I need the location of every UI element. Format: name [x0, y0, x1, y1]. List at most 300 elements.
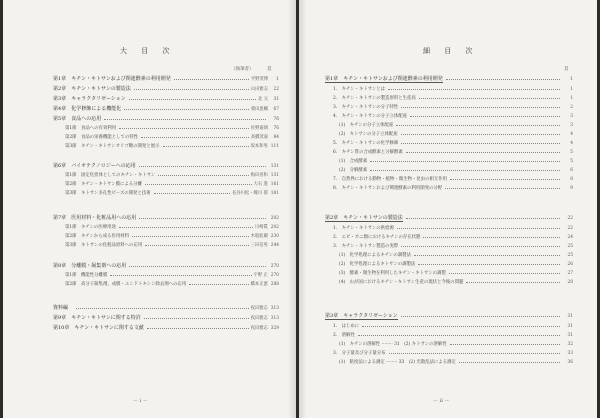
- toc-entry-title: 自然界における動物・植物・微生物・昆虫の相互作用: [341, 177, 447, 182]
- toc-entry-page: 288: [270, 282, 279, 287]
- dot-leader: [401, 246, 560, 247]
- toc-entry: [53, 263, 279, 270]
- toc-entry-label: [53, 96, 126, 102]
- toc-entry-label: [65, 234, 129, 240]
- toc-entry-page: 25: [567, 253, 573, 258]
- dot-leader: [145, 245, 248, 246]
- toc-entry-author: 宇野 正: [253, 273, 268, 278]
- toc-entry-title: 食品の栄養機能としての特性: [80, 135, 139, 140]
- toc-entry-title: キチン・キトサンの製造法: [343, 215, 403, 221]
- toc-entry-number: 1.: [333, 226, 338, 231]
- toc-entry-page: 8: [570, 177, 573, 182]
- toc-entry: [65, 144, 279, 150]
- toc-entry: [53, 163, 279, 170]
- toc-entry: [339, 159, 573, 165]
- toc-entry-page: 2: [570, 105, 573, 110]
- toc-entry-page: 161: [270, 182, 279, 187]
- dot-leader: [145, 184, 252, 185]
- toc-entry: [339, 262, 573, 268]
- toc-entry-label: [333, 235, 420, 241]
- toc-entry: [333, 141, 573, 147]
- toc-entry-number: 第4章: [53, 106, 67, 112]
- dot-leader: [459, 362, 560, 363]
- toc-entry-page: 5: [570, 150, 573, 155]
- toc-entry-page: 31: [567, 314, 573, 319]
- toc-entry: [339, 168, 573, 174]
- toc-entry-author: 三田信男: [250, 243, 268, 248]
- toc-entry-label: [333, 150, 403, 156]
- toc-entry-title: 分解酵素: [349, 168, 368, 173]
- toc-entry-page: 24: [567, 235, 573, 240]
- dot-leader: [419, 98, 560, 99]
- toc-entry: [333, 226, 573, 232]
- toc-entry-number: (3): [339, 271, 346, 276]
- dot-leader: [410, 116, 560, 117]
- toc-entry-page: 32: [567, 342, 573, 347]
- toc-entry-label: [53, 116, 101, 122]
- dot-leader: [370, 161, 560, 162]
- dot-leader: [158, 175, 248, 176]
- toc-entry-page: 1: [276, 77, 279, 82]
- toc-entry-page: 67: [273, 107, 279, 112]
- toc-entry: [53, 315, 279, 322]
- dot-leader: [389, 353, 560, 354]
- toc-entry: [339, 253, 573, 259]
- toc-entry-title: 機能性分離膜: [80, 273, 108, 278]
- toc-entry: [53, 76, 279, 83]
- toc-entry-number: 第1節: [65, 173, 77, 178]
- dot-leader: [174, 79, 249, 80]
- toc-entry-number: 1.: [333, 324, 338, 329]
- toc-entry-page: 1: [570, 87, 573, 92]
- toc-entry-title: 化学修飾による機能化: [71, 106, 122, 112]
- toc-entry-title: キチンから成る医用材料: [80, 234, 130, 239]
- toc-entry-number: (1): [339, 342, 346, 347]
- toc-entry-page: 33: [567, 351, 573, 356]
- toc-entry-author: 橋本正憲: [250, 282, 268, 287]
- toc-entry: [53, 325, 279, 332]
- toc-entry-page: 313: [270, 306, 279, 311]
- dot-leader: [154, 193, 230, 194]
- toc-entry-label: [339, 280, 463, 286]
- dot-leader: [401, 134, 560, 135]
- toc-entry-number: 4.: [333, 114, 338, 119]
- toc-entry-label: [53, 305, 73, 311]
- toc-entry-label: [339, 262, 415, 268]
- toc-entry-number: 第3節: [65, 144, 77, 149]
- toc-entry-page: 76: [273, 126, 279, 131]
- toc-entry-number: 第1章: [53, 76, 67, 82]
- toc-entry-title: 溶解性: [341, 333, 355, 338]
- toc-entry-number: 第5章: [53, 116, 67, 122]
- toc-entry: [339, 342, 573, 348]
- toc-entry-number: 第2節: [65, 282, 77, 287]
- toc-entry-page: 329: [270, 326, 279, 331]
- dot-leader: [466, 282, 560, 283]
- dot-leader: [134, 89, 249, 90]
- toc-entry-page: 230: [270, 234, 279, 239]
- dot-leader: [450, 344, 560, 345]
- toc-entry: [333, 105, 573, 111]
- toc-entry: [325, 76, 573, 83]
- toc-entry-label: [339, 123, 393, 129]
- toc-entry-title: キチン・キトサンおよび関連酵素の利用開発の分野: [341, 186, 443, 191]
- toc-entry: [65, 273, 279, 279]
- dot-leader: [147, 328, 249, 329]
- toc-entry-title: キャラクタリゼーション: [343, 313, 398, 319]
- toc-entry-number: 2.: [333, 96, 338, 101]
- toc-entry: [339, 271, 573, 277]
- toc-entry: [65, 191, 279, 197]
- toc-entry: [53, 305, 279, 312]
- dot-leader: [129, 99, 256, 100]
- toc-entry-title: 固定化担体としてのキチン・キトサン: [80, 173, 156, 178]
- toc-entry-title: わが国におけるキチン・キトサン生産の現状と今後の問題: [349, 280, 464, 285]
- toc-entry-number: 第8章: [53, 263, 67, 269]
- toc-entry-label: [65, 191, 151, 197]
- toc-entry-number: 第1節: [65, 225, 77, 230]
- toc-entry-label: [339, 271, 446, 277]
- toc-entry-page: 313: [270, 316, 279, 321]
- toc-entry-number: 3.: [333, 351, 338, 356]
- dot-leader: [450, 179, 560, 180]
- dot-leader: [362, 326, 560, 327]
- dot-leader: [132, 236, 249, 237]
- toc-entry-number: 5.: [333, 141, 338, 146]
- toc-entry: [53, 116, 279, 123]
- toc-entry-number: 第7章: [53, 215, 67, 221]
- toc-entry-page: 4: [570, 132, 573, 137]
- toc-entry-title: キャラクタリゼーション: [71, 96, 126, 102]
- toc-entry-label: [65, 135, 138, 141]
- dot-leader: [110, 275, 251, 276]
- toc-entry-title: キチン・キトサンの化学修飾: [341, 141, 399, 146]
- dot-leader: [189, 284, 248, 285]
- toc-entry-label: [65, 282, 186, 288]
- toc-entry-number: 第3章: [53, 96, 67, 102]
- toc-entry: [65, 126, 279, 132]
- toc-entry-number: (2): [339, 168, 346, 173]
- toc-entry-page: 22: [567, 226, 573, 231]
- toc-entry-number: 第2章: [53, 86, 67, 92]
- toc-entry-label: [339, 253, 411, 259]
- dot-leader: [124, 109, 249, 110]
- toc-entry-page: 76: [273, 117, 279, 122]
- toc-entry-title: キチン・キトサンの製造法: [71, 86, 131, 92]
- toc-entry-label: [53, 163, 136, 169]
- toc-entry-title: 粘度法による測定 ········ 33 (2) 光散乱法による測定: [349, 360, 456, 365]
- toc-entry: [53, 215, 279, 222]
- toc-entry: [65, 135, 279, 141]
- toc-entry-label: [339, 159, 367, 165]
- toc-entry-title: キトサン多孔性ビーズの開発と技術: [80, 191, 151, 196]
- toc-entry-label: [339, 342, 447, 348]
- dot-leader: [370, 170, 560, 171]
- toc-entry-title: 化学処理によるキトサンの調製法: [349, 262, 416, 267]
- toc-entry-title: キトサンの分子立体配座: [349, 132, 398, 137]
- toc-entry-label: [333, 114, 407, 120]
- toc-entry-title: バイオテクノロジーへの応用: [71, 163, 136, 169]
- toc-entry: [65, 234, 279, 240]
- dot-leader: [119, 128, 249, 129]
- toc-entry-number: 第2節: [65, 234, 77, 239]
- toc-entry-label: [325, 313, 398, 320]
- toc-entry-label: [333, 105, 398, 111]
- toc-entry-title: キチン質の合成酵素と分解酵素: [341, 150, 403, 155]
- toc-entry-page: 31: [273, 97, 279, 102]
- toc-entry-author: 長谷川松・織川 郁: [232, 191, 268, 196]
- toc-entry-title: キチンの分子立体配座: [349, 123, 394, 128]
- toc-entry-title: キチン・キトサンオリゴ糖の開発と展示: [80, 144, 160, 149]
- toc-entry-author: 高橋茂嘉: [250, 135, 268, 140]
- toc-entry-page: 181: [270, 191, 279, 196]
- toc-entry-page: 31: [567, 324, 573, 329]
- toc-entry-label: [53, 263, 126, 269]
- dot-leader: [401, 143, 560, 144]
- toc-entry: [65, 243, 279, 249]
- toc-entry-page: 3: [570, 114, 573, 119]
- dot-leader: [401, 316, 560, 317]
- toc-entry-number: 第10章: [53, 325, 70, 331]
- toc-entry-label: [53, 315, 141, 321]
- toc-entry-page: 4: [570, 141, 573, 146]
- toc-entry-label: [333, 141, 398, 147]
- toc-entry-title: キトサンの化粧品原料への応用: [80, 243, 143, 248]
- dot-leader: [401, 107, 560, 108]
- toc-entry-page: 6: [570, 168, 573, 173]
- toc-entry-label: [53, 76, 171, 82]
- right-page-title: 細 目 次: [423, 47, 479, 55]
- toc-entry-author: 夜田雅志: [250, 316, 268, 321]
- toc-entry-author: 大石 進: [253, 182, 268, 187]
- toc-entry-page: 244: [270, 243, 279, 248]
- toc-entry-number: 第9章: [53, 315, 67, 321]
- toc-entry-label: [333, 96, 416, 102]
- dot-leader: [139, 166, 266, 167]
- page-column-header: 頁: [267, 67, 272, 72]
- toc-entry: [53, 96, 279, 103]
- toc-entry-title: 化学処理によるキチンの調製法: [349, 253, 411, 258]
- toc-entry: [333, 96, 573, 102]
- toc-entry-title: キチン・キトサンに関する文献: [74, 325, 144, 331]
- toc-entry-number: (4): [339, 280, 346, 285]
- toc-entry-title: エビ・カニ類におけるキチンの存在状態: [341, 235, 421, 240]
- toc-entry: [325, 313, 573, 320]
- right-page: [299, 0, 597, 418]
- toc-entry-number: 第3節: [65, 191, 77, 196]
- toc-entry-label: [333, 333, 355, 339]
- toc-entry-title: 食品への有効利用: [80, 126, 117, 131]
- dot-leader: [144, 318, 249, 319]
- toc-entry-number: 第1節: [65, 126, 77, 131]
- toc-entry-title: キチン・キトサン製造の実際: [341, 244, 399, 249]
- toc-entry-author: 佐野嘉朗: [250, 126, 268, 131]
- toc-entry-author: 夜田雅志: [250, 306, 268, 311]
- toc-entry-title: 高分子凝集剤，成膜・エンドトキシン除去剤への応用: [80, 282, 187, 287]
- toc-entry-number: 第1節: [65, 273, 77, 278]
- toc-entry-title: キチン・キトサンおよび関連酵素の利用開発: [71, 76, 171, 82]
- left-page: [3, 0, 296, 418]
- toc-entry-number: 2.: [333, 235, 338, 240]
- toc-entry-label: [65, 273, 107, 279]
- page-column-header: 頁: [564, 67, 569, 72]
- toc-entry-author: 栗田恵輔: [250, 107, 268, 112]
- toc-entry-number: 6.: [333, 150, 338, 155]
- toc-entry-page: 1: [570, 77, 573, 82]
- toc-entry: [333, 333, 573, 339]
- left-folio: － i －: [133, 398, 148, 404]
- toc-entry-page: 25: [567, 244, 573, 249]
- toc-entry-label: [65, 225, 116, 231]
- toc-entry-title: 酵素・微生物を利用したキチン・キトサンの調製: [349, 271, 446, 276]
- toc-entry-number: (1): [339, 123, 346, 128]
- toc-entry-label: [65, 173, 155, 179]
- toc-entry: [333, 186, 573, 192]
- toc-entry-title: キチン・キトサンの製造原料と生産高: [341, 96, 416, 101]
- toc-entry-label: [53, 215, 136, 221]
- toc-entry-label: [325, 76, 443, 83]
- toc-entry-number: 第6章: [53, 163, 67, 169]
- dot-leader: [163, 146, 249, 147]
- toc-entry-page: 131: [270, 173, 279, 178]
- dot-leader: [406, 218, 560, 219]
- toc-entry: [65, 173, 279, 179]
- toc-entry-label: [333, 226, 394, 232]
- toc-entry-title: 医用材料・化粧品用への応用: [71, 215, 137, 221]
- toc-entry-number: 第1章: [325, 76, 339, 82]
- toc-entry-page: 270: [270, 264, 279, 269]
- toc-entry: [339, 360, 573, 366]
- toc-entry-author: 夜田雅志: [250, 326, 268, 331]
- toc-entry-title: キチンの溶解性 ········ 31 (2) キトサンの溶解性: [349, 342, 447, 347]
- toc-entry-page: 28: [567, 280, 573, 285]
- toc-entry-number: (2): [339, 132, 346, 137]
- toc-entry-number: 資料編: [53, 305, 69, 311]
- dot-leader: [423, 237, 560, 238]
- toc-entry-label: [333, 177, 447, 183]
- toc-entry-label: [65, 243, 142, 249]
- toc-entry-page: 111: [270, 144, 279, 149]
- dot-leader: [397, 228, 560, 229]
- toc-entry: [333, 324, 573, 330]
- toc-entry-title: 分子量及び分子量分布: [341, 351, 386, 356]
- toc-entry-title: 食品への応用: [71, 116, 102, 122]
- toc-entry: [339, 280, 573, 286]
- toc-entry-label: [65, 144, 160, 150]
- toc-entry-page: 3: [570, 123, 573, 128]
- toc-entry-page: 202: [270, 216, 279, 221]
- toc-entry: [333, 235, 573, 241]
- toc-entry-number: (1): [339, 360, 346, 365]
- toc-entry-label: [325, 215, 403, 222]
- toc-entry-title: キチン・キトサン膜による分離: [80, 182, 143, 187]
- toc-entry-label: [65, 126, 116, 132]
- toc-entry-number: 第2節: [65, 182, 77, 187]
- toc-entry-label: [339, 132, 398, 138]
- toc-entry-title: 分離膜・凝集剤への応用: [71, 263, 127, 269]
- dot-leader: [388, 89, 560, 90]
- toc-entry-author: 川崎眞: [254, 225, 268, 230]
- toc-entry-title: 合成酵素: [349, 159, 368, 164]
- toc-entry-label: [333, 244, 398, 250]
- toc-entry-title: キチン・キトサンに関する特許: [71, 315, 141, 321]
- toc-entry: [333, 87, 573, 93]
- toc-entry-author: 坂本和男: [250, 144, 268, 149]
- dot-leader: [104, 119, 266, 120]
- toc-entry-label: [333, 186, 442, 192]
- toc-entry-label: [53, 86, 131, 92]
- toc-entry-number: 7.: [333, 177, 338, 182]
- dot-leader: [358, 335, 560, 336]
- toc-entry-author: 平野茂博: [250, 77, 268, 82]
- toc-entry-label: [333, 351, 386, 357]
- toc-entry-page: 1: [570, 96, 573, 101]
- toc-entry-page: 202: [270, 225, 279, 230]
- toc-entry: [325, 215, 573, 222]
- toc-entry-page: 84: [273, 135, 279, 140]
- toc-entry-number: 第2章: [325, 215, 339, 221]
- dot-leader: [445, 188, 560, 189]
- toc-entry-page: 22: [567, 216, 573, 221]
- dot-leader: [418, 264, 560, 265]
- toc-entry: [333, 351, 573, 357]
- toc-entry-page: 27: [567, 271, 573, 276]
- toc-entry-author: 山田雅志: [250, 87, 268, 92]
- toc-entry-author: 北 元: [258, 97, 268, 102]
- toc-entry: [333, 177, 573, 183]
- dot-leader: [406, 152, 560, 153]
- dot-leader: [129, 266, 266, 267]
- toc-entry-page: 131: [270, 164, 279, 169]
- toc-entry-number: 8.: [333, 186, 338, 191]
- toc-entry-number: 1.: [333, 87, 338, 92]
- toc-entry-label: [53, 325, 144, 331]
- toc-entry-page: 31: [567, 333, 573, 338]
- toc-entry-number: 2.: [333, 333, 338, 338]
- toc-entry: [339, 123, 573, 129]
- toc-entry-page: 26: [567, 262, 573, 267]
- toc-entry-title: キチン・キトサンの分子立体配座: [341, 114, 408, 119]
- toc-entry-author: 木船紘爾: [250, 234, 268, 239]
- toc-entry-title: キチンの医療用途: [80, 225, 116, 230]
- toc-entry: [339, 132, 573, 138]
- toc-entry-label: [339, 360, 456, 366]
- toc-entry: [65, 282, 279, 288]
- toc-entry-author: 梅田喜和: [250, 173, 268, 178]
- dot-leader: [414, 255, 560, 256]
- dot-leader: [446, 79, 560, 80]
- toc-entry-number: 第2節: [65, 135, 77, 140]
- right-folio: － ii －: [433, 398, 450, 404]
- toc-entry-number: (1): [339, 253, 346, 258]
- toc-entry-label: [333, 87, 385, 93]
- toc-entry-page: 36: [567, 360, 573, 365]
- toc-entry-number: (1): [339, 159, 346, 164]
- left-page-title: 大 目 次: [120, 47, 176, 55]
- toc-entry-page: 5: [570, 159, 573, 164]
- toc-entry-page: 22: [273, 87, 279, 92]
- dot-leader: [396, 125, 560, 126]
- toc-entry: [53, 86, 279, 93]
- toc-entry-page: 9: [570, 186, 573, 191]
- toc-entry: [333, 150, 573, 156]
- toc-entry-number: (2): [339, 262, 346, 267]
- toc-entry-title: キチン・キトサンとは: [341, 87, 386, 92]
- toc-entry-label: [53, 106, 121, 112]
- toc-entry-title: はじめに: [341, 324, 360, 329]
- dot-leader: [141, 137, 249, 138]
- toc-entry-title: キチン・キトサンの供給源: [341, 226, 394, 231]
